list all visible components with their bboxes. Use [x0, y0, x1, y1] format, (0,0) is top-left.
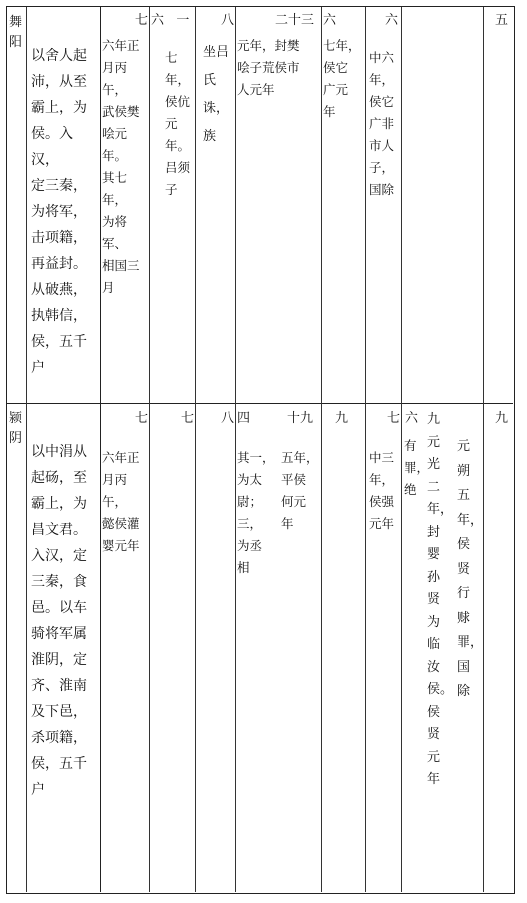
place-name: 颍 阴 — [9, 411, 23, 446]
cell-text: 有罪， 绝 — [404, 438, 430, 497]
column-line — [100, 7, 101, 892]
year-count: 十九 — [287, 411, 314, 426]
year-count: 八 — [221, 13, 235, 28]
year-count: 四 — [237, 411, 251, 426]
cell-text: 七 年， 侯伉 元 年。 吕须 子 — [165, 50, 191, 197]
cell-text: 坐吕 氏 诛， 族 — [203, 45, 230, 144]
column-line — [195, 7, 196, 892]
row-divider — [7, 403, 513, 404]
year-count: 六 — [323, 13, 337, 28]
year-count: 七 — [135, 411, 149, 426]
cell-text: 九 元 光 二 年， 封 婴 孙 贤 为 临 汝 侯。 侯 贤 元 年 — [427, 412, 454, 787]
cell-text: 中三 年， 侯强 元年 — [369, 450, 395, 531]
year-count: 九 — [495, 411, 509, 426]
column-line — [235, 7, 236, 892]
year-count: 七 — [181, 411, 195, 426]
column-line — [483, 7, 484, 892]
year-count: 五 — [495, 13, 509, 28]
column-line — [401, 7, 402, 892]
year-count: 六 一 — [151, 13, 190, 28]
cell-text: 中六 年， 侯它 广非 市人 子， 国除 — [369, 50, 395, 197]
year-count: 六 — [405, 411, 419, 426]
year-count: 七 — [387, 411, 401, 426]
column-line — [26, 7, 27, 892]
year-count: 二十三 — [275, 13, 315, 28]
cell-text: 元年，封樊 哙子荒侯市 人元年 — [237, 38, 300, 97]
year-count: 八 — [221, 411, 235, 426]
cell-text: 六年正 月丙午， 懿侯灌 婴元年 — [102, 450, 140, 553]
historical-table — [6, 6, 515, 894]
year-count: 六 — [385, 13, 399, 28]
cell-text: 五年， 平侯 何元 年 — [281, 450, 319, 531]
year-count: 七 — [135, 13, 149, 28]
column-line — [365, 7, 366, 892]
year-count: 九 — [335, 411, 349, 426]
place-name: 舞 阳 — [9, 15, 23, 50]
cell-text: 其一， 为太 尉； 三， 为丞 相 — [237, 450, 275, 575]
cell-text: 七年， 侯它 广元 年 — [323, 38, 361, 119]
cell-text: 元 朔 五 年， 侯 贤 行 赇 罪， 国 除 — [457, 439, 484, 699]
cell-text: 六年正 月丙午， 武侯樊 哙元年。 其七年， 为将军、 相国三 月 — [102, 38, 140, 295]
merit-text: 以舍人起 沛，从至 霸上，为 侯。入汉， 定三秦， 为将军， 击项籍， 再益封。 从破燕， 执韩信， 侯，五千 户 — [31, 48, 87, 376]
merit-text: 以中涓从 起砀，至 霸上，为 昌文君。 入汉，定 三秦，食 邑。以车 骑将军属 淮阴，定 齐、淮南 及下邑， 杀项籍， 侯，五千 户 — [31, 444, 87, 798]
